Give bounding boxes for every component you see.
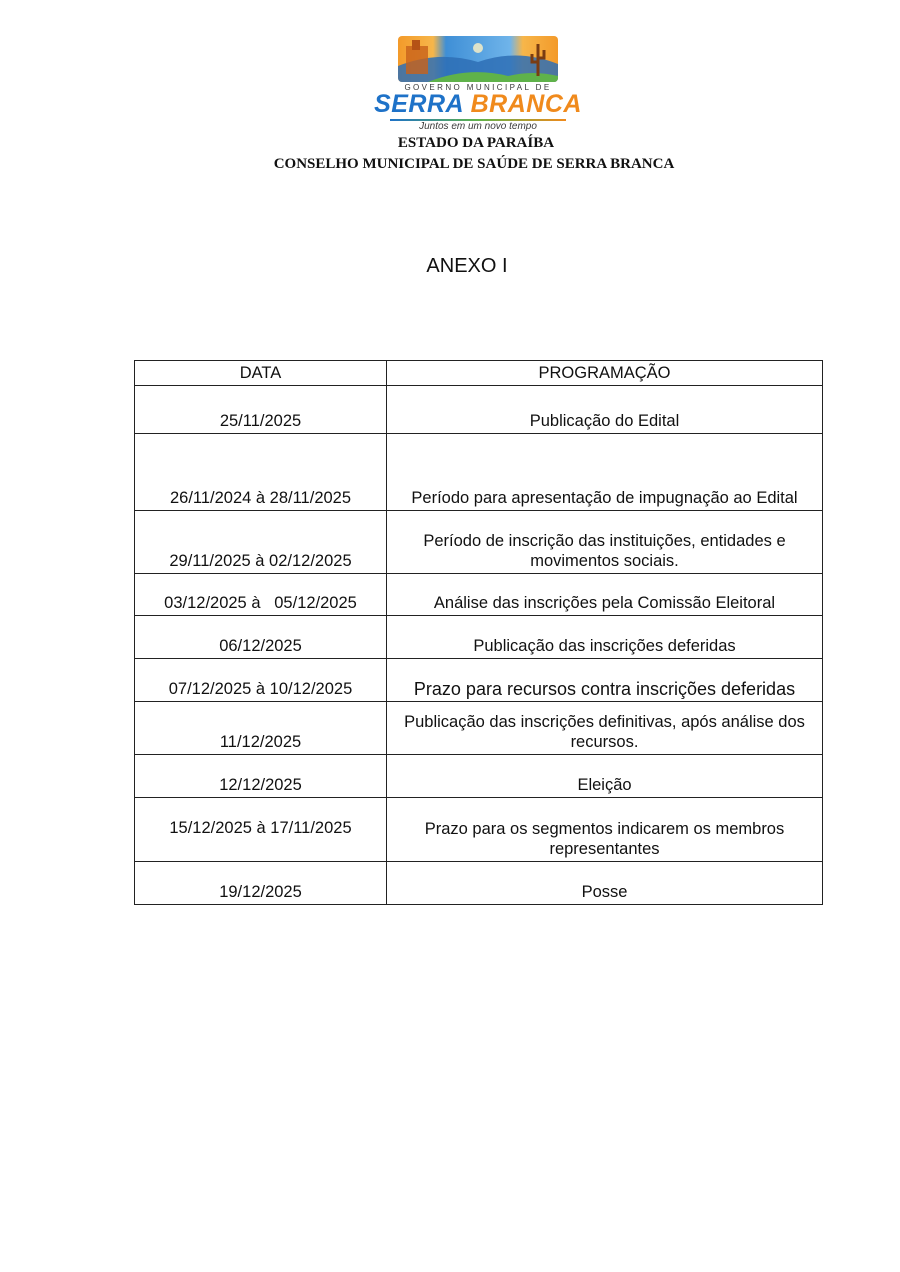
row-program: Eleição bbox=[387, 755, 823, 798]
row-program: Prazo para os segmentos indicarem os membros representantes bbox=[387, 798, 823, 862]
row-program: Publicação das inscrições deferidas bbox=[387, 616, 823, 659]
state-heading: ESTADO DA PARAÍBA bbox=[397, 135, 555, 151]
table-row bbox=[135, 616, 823, 659]
row-date: 15/12/2025 à 17/11/2025 bbox=[135, 798, 387, 862]
logo-word-serra: SERRA bbox=[374, 90, 464, 118]
table-row bbox=[135, 574, 823, 616]
table-row bbox=[135, 434, 823, 511]
row-date: 29/11/2025 à 02/12/2025 bbox=[135, 511, 387, 574]
row-date: 07/12/2025 à 10/12/2025 bbox=[135, 659, 387, 702]
logo-motto: Juntos em um novo tempo bbox=[419, 121, 537, 132]
row-program: Publicação do Edital bbox=[387, 386, 823, 434]
row-date: 26/11/2024 à 28/11/2025 bbox=[135, 434, 387, 511]
row-program: Período de inscrição das instituições, entidades e movimentos sociais. bbox=[387, 511, 823, 574]
table-row bbox=[135, 798, 823, 862]
table-row bbox=[135, 511, 823, 574]
row-program: Prazo para recursos contra inscrições deferidas bbox=[387, 659, 823, 702]
council-heading: CONSELHO MUNICIPAL DE SAÚDE DE SERRA BRANCA bbox=[273, 156, 675, 172]
schedule-table bbox=[134, 360, 823, 905]
table-row bbox=[135, 755, 823, 798]
column-header-program: PROGRAMAÇÃO bbox=[387, 361, 823, 386]
logo-banner-image bbox=[398, 36, 558, 82]
table-header-row bbox=[135, 361, 823, 386]
logo-wordmark bbox=[372, 90, 584, 119]
page-title: ANEXO I bbox=[426, 255, 508, 277]
row-program: Análise das inscrições pela Comissão Eleitoral bbox=[387, 574, 823, 616]
row-date: 06/12/2025 bbox=[135, 616, 387, 659]
row-date: 11/12/2025 bbox=[135, 702, 387, 755]
table-row bbox=[135, 659, 823, 702]
table-row bbox=[135, 862, 823, 905]
row-program: Posse bbox=[387, 862, 823, 905]
logo-word-branca: BRANCA bbox=[470, 90, 582, 118]
row-program: Período para apresentação de impugnação ao Edital bbox=[387, 434, 823, 511]
row-program: Publicação das inscrições definitivas, após análise dos recursos. bbox=[387, 702, 823, 755]
logo-top-text: GOVERNO MUNICIPAL DE bbox=[404, 83, 552, 92]
row-date: 12/12/2025 bbox=[135, 755, 387, 798]
column-header-date: DATA bbox=[135, 361, 387, 386]
row-date: 19/12/2025 bbox=[135, 862, 387, 905]
municipal-logo bbox=[372, 36, 584, 134]
table-row bbox=[135, 386, 823, 434]
row-date: 03/12/2025 à 05/12/2025 bbox=[135, 574, 387, 616]
row-date: 25/11/2025 bbox=[135, 386, 387, 434]
table-row bbox=[135, 702, 823, 755]
